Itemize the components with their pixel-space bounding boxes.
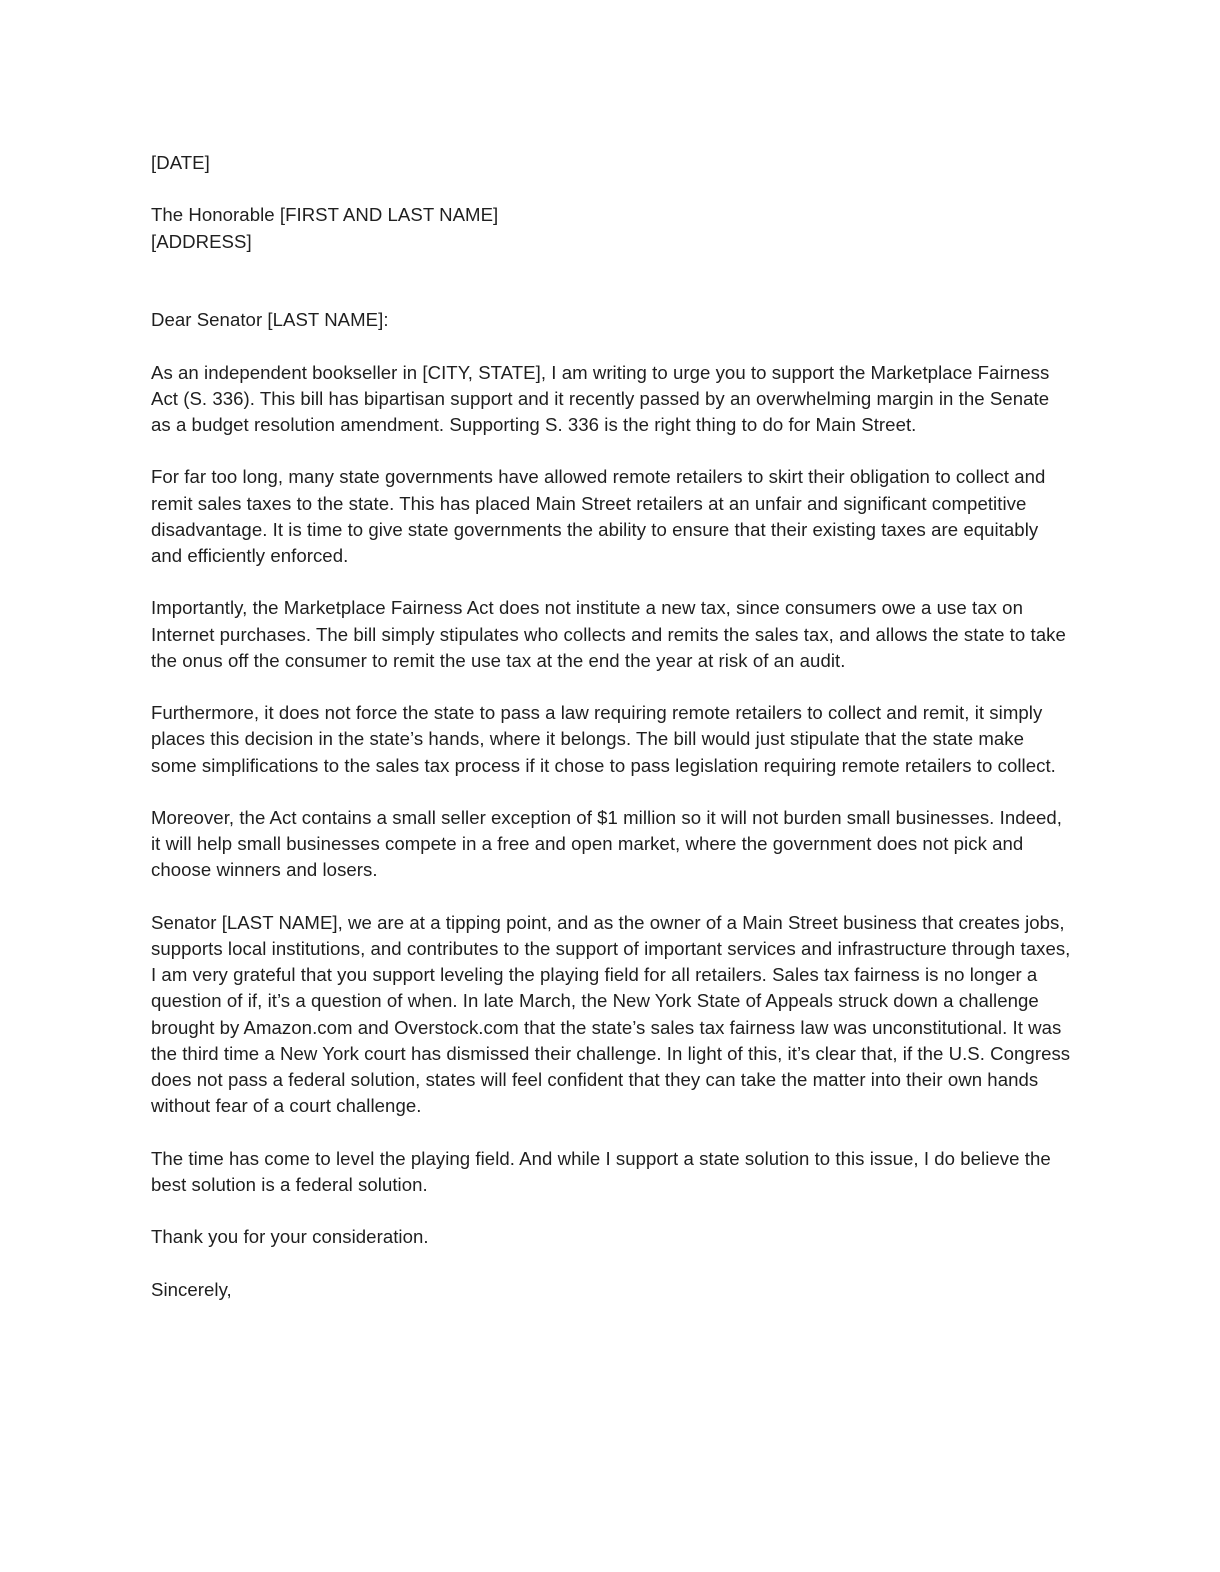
body-paragraph: Furthermore, it does not force the state to pass a law requiring remote retailers to collect and remit, it simply places this decision in the state’s hands, where it belongs. The bill would just stipulate that the state make some simplifications to the sales tax process if it chose to pass legislation requiring remote retailers to collect. <box>151 702 1056 776</box>
thank-you-line: Thank you for your consideration. <box>151 1226 429 1248</box>
recipient-block <box>151 202 1071 254</box>
body-paragraph: Importantly, the Marketplace Fairness Act does not institute a new tax, since consumers owe a use tax on Internet purchases. The bill simply stipulates who collects and remits the sales tax, and allows the state to take the onus off the consumer to remit the use tax at the end the year at risk of an audit. <box>151 597 1066 671</box>
body-paragraph: As an independent bookseller in [CITY, STATE], I am writing to urge you to support the Marketplace Fairness Act (S. 336). This bill has bipartisan support and it recently passed by an overwhelming margin in the Senate as a budget resolution amendment. Supporting S. 336 is the right thing to do for Main Street. <box>151 361 1050 435</box>
closing: Sincerely, <box>151 1278 232 1300</box>
body-paragraph: The time has come to level the playing field. And while I support a state solution to this issue, I do believe the best solution is a federal solution. <box>151 1147 1051 1195</box>
salutation: Dear Senator [LAST NAME]: <box>151 309 389 331</box>
body-paragraph: For far too long, many state governments have allowed remote retailers to skirt their obligation to collect and remit sales taxes to the state. This has placed Main Street retailers at an unfair and significant competitive disadvantage. It is time to give state governments the ability to ensure that their existing taxes are equitably and efficiently enforced. <box>151 466 1046 566</box>
recipient-name: The Honorable [FIRST AND LAST NAME] <box>151 204 499 226</box>
letter-body <box>151 150 1071 1303</box>
recipient-address: [ADDRESS] <box>151 230 252 252</box>
body-paragraph: Senator [LAST NAME], we are at a tipping point, and as the owner of a Main Street business that creates jobs, supports local institutions, and contributes to the support of important services and infrastructure through taxes, I am very grateful that you support leveling the playing field for all retailers. Sales tax fairness is no longer a question of if, it’s a question of when. In late March, the New York State of Appeals struck down a challenge brought by Amazon.com and Overstock.com that the state’s sales tax fairness law was unconstitutional. It was the third time a New York court has dismissed their challenge. In light of this, it’s clear that, if the U.S. Congress does not pass a federal solution, states will feel confident that they can take the matter into their own hands without fear of a court challenge. <box>151 911 1071 1117</box>
body-paragraph: Moreover, the Act contains a small seller exception of $1 million so it will not burden small businesses. Indeed, it will help small businesses compete in a free and open market, where the government does not pick and choose winners and losers. <box>151 806 1063 881</box>
letter-date: [DATE] <box>151 152 210 173</box>
